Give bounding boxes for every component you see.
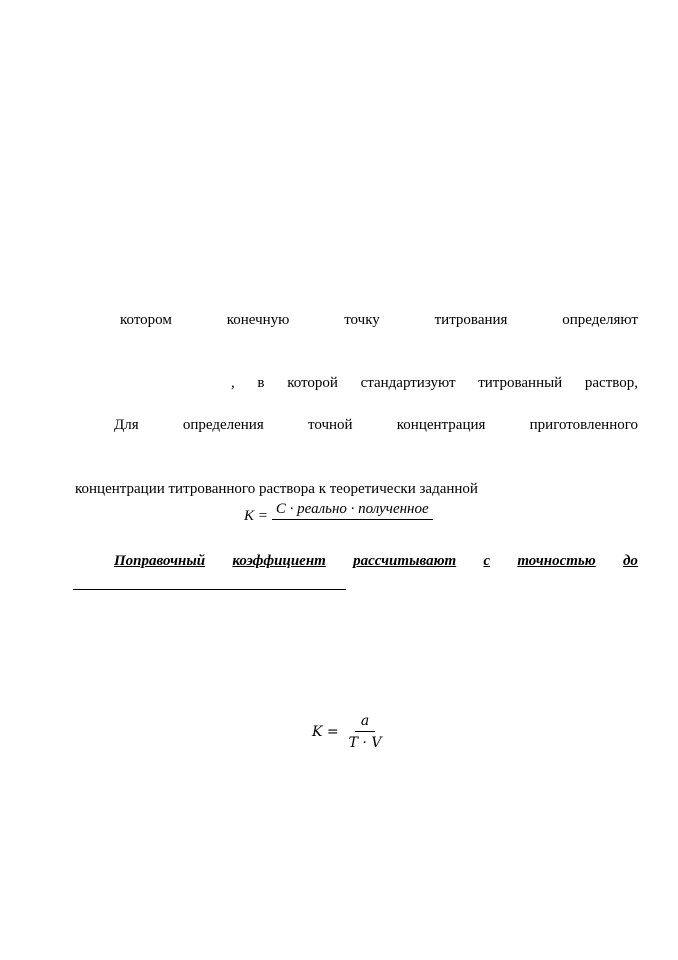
word: Поправочный: [114, 553, 206, 569]
word: титрованный: [478, 375, 563, 391]
word: рассчитывают: [353, 553, 457, 569]
word: Для: [114, 417, 139, 433]
word: конечную: [226, 312, 290, 328]
word: определения: [182, 417, 264, 433]
formula-lhs: K =: [312, 724, 339, 740]
paragraph-line-3: [114, 416, 638, 434]
word: раствор,: [584, 375, 638, 391]
paragraph-line-2: [231, 374, 638, 392]
formula-denominator: T · V: [348, 735, 382, 751]
formula-fraction: [343, 712, 388, 752]
word: с: [483, 553, 491, 569]
word: коэффициент: [232, 553, 326, 569]
titer-formula: [312, 712, 387, 752]
word: концентрация: [396, 417, 486, 433]
emphasis-heading-line: [114, 552, 638, 570]
word: в: [257, 375, 265, 391]
formula-numerator: C · реально · полученное: [272, 500, 433, 520]
word: котором: [120, 312, 172, 328]
paragraph-line-1: [120, 311, 638, 329]
underline-rule: [73, 589, 346, 590]
word: точностью: [517, 553, 596, 569]
formula-fraction: [272, 500, 433, 532]
paragraph-line-4: концентрации титрованного раствора к теоретически заданной: [75, 481, 478, 497]
word: стандартизуют: [360, 375, 456, 391]
correction-factor-formula: [244, 500, 433, 532]
formula-lhs: K =: [244, 507, 268, 524]
word: точку: [344, 312, 380, 328]
formula-denominator: [348, 520, 356, 532]
word: определяют: [562, 312, 638, 328]
word: ,: [231, 375, 235, 391]
formula-numerator: a: [355, 712, 375, 732]
word: которой: [287, 375, 338, 391]
word: точной: [307, 417, 353, 433]
word: титрования: [434, 312, 508, 328]
word: приготовленного: [529, 417, 638, 433]
word: до: [622, 553, 638, 569]
